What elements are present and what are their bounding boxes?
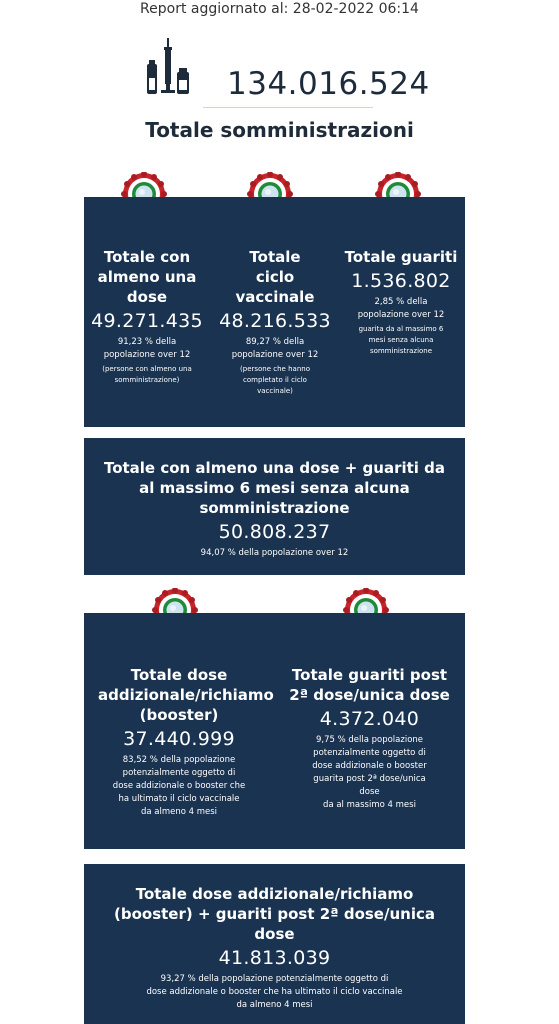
booster-plus-recovered-panel <box>84 864 465 1024</box>
dose-plus-recovered-title: Totale con almeno una dose + guariti da al massimo 6 mesi senza alcuna somministrazione <box>103 459 446 517</box>
first-dose-value: 49.271.435 <box>91 310 203 332</box>
total-administrations-value: 134.016.524 <box>227 66 430 102</box>
full-cycle-value: 48.216.533 <box>219 310 331 332</box>
booster-stat <box>84 665 274 819</box>
first-dose-stat <box>88 247 206 386</box>
booster-subtitle-3: da almeno 4 mesi <box>140 807 218 817</box>
vaccination-summary-panel <box>84 197 465 427</box>
booster-value: 37.440.999 <box>123 728 235 750</box>
recovered-post-dose-subtitle-2: dose addizionale o booster guarita post 2ª dose/unica dose <box>312 761 427 797</box>
recovered-post-dose-subtitle-1: 9,75 % della popolazione potenzialmente oggetto di <box>313 735 426 758</box>
recovered-value: 1.536.802 <box>351 270 451 292</box>
booster-plus-recovered-stat <box>84 884 465 1012</box>
recovered-post-dose-subtitle-3: da al massimo 4 mesi <box>323 800 416 810</box>
full-cycle-subtitle: 89,27 % della popolazione over 12 <box>231 337 319 360</box>
dose-plus-recovered-panel <box>84 438 465 575</box>
first-dose-subtitle: 91,23 % della popolazione over 12 <box>103 337 191 360</box>
dose-plus-recovered-subtitle: 94,07 % della popolazione over 12 <box>200 548 349 558</box>
full-cycle-title: Totale ciclo vaccinale <box>235 248 315 306</box>
booster-plus-recovered-value: 41.813.039 <box>218 947 331 969</box>
recovered-stat <box>342 247 460 357</box>
booster-title: Totale dose addizionale/richiamo (booster) <box>98 666 274 724</box>
booster-subtitle-1: 83,52 % della popolazione potenzialmente oggetto di <box>122 755 236 778</box>
recovered-subtitle: 2,85 % della popolazione over 12 <box>357 297 445 320</box>
booster-panel <box>84 613 465 849</box>
recovered-post-dose-title: Totale guariti post 2ª dose/unica dose <box>289 666 450 704</box>
dose-plus-recovered-value: 50.808.237 <box>218 521 331 543</box>
first-dose-title: Totale con almeno una dose <box>97 248 197 306</box>
booster-plus-recovered-subtitle-1: 93,27 % della popolazione potenzialmente oggetto di <box>160 974 389 984</box>
recovered-post-dose-value: 4.372.040 <box>319 708 420 730</box>
recovered-post-dose-stat <box>274 665 465 812</box>
booster-subtitle-2: dose addizionale o booster che ha ultimato il ciclo vaccinale <box>112 781 246 804</box>
header-divider <box>203 107 373 108</box>
full-cycle-note: (persone che hanno completato il ciclo vaccinale) <box>240 365 310 395</box>
first-dose-note: (persone con almeno una somministrazione) <box>102 365 192 384</box>
dose-plus-recovered-stat <box>84 458 465 560</box>
header-row <box>145 38 430 102</box>
report-date: Report aggiornato al: 28-02-2022 06:14 <box>140 1 419 17</box>
booster-plus-recovered-title: Totale dose addizionale/richiamo (booster) + guariti post 2ª dose/unica dose <box>114 885 435 943</box>
booster-plus-recovered-subtitle-2: dose addizionale o booster che ha ultimato il ciclo vaccinale <box>146 987 403 997</box>
vaccine-icon <box>145 38 193 98</box>
full-cycle-stat <box>216 247 334 397</box>
recovered-note: guarita da al massimo 6 mesi senza alcuna somministrazione <box>358 325 444 355</box>
total-administrations-label: Totale somministrazioni <box>145 118 414 142</box>
recovered-title: Totale guariti <box>344 248 458 266</box>
booster-plus-recovered-subtitle-3: da almeno 4 mesi <box>236 1000 313 1010</box>
